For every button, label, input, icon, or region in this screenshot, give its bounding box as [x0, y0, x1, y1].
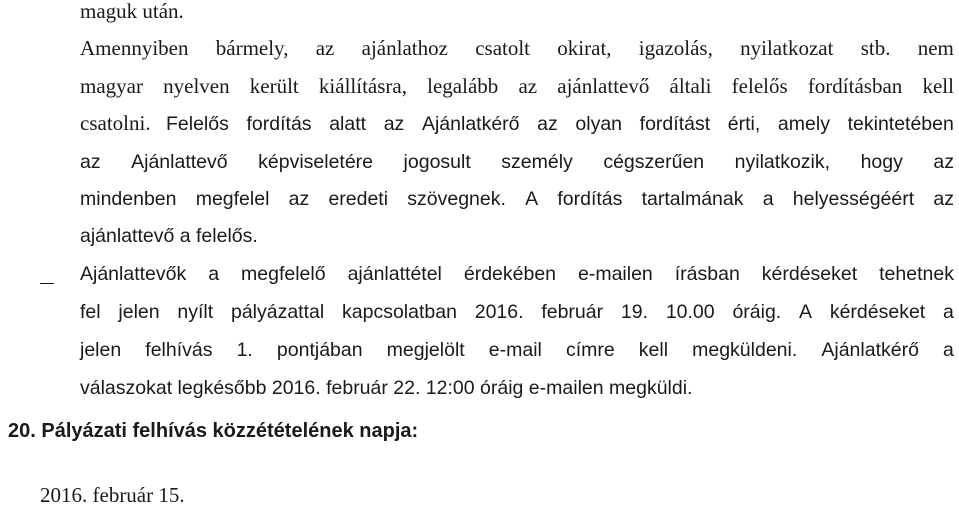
word: mindenben: [80, 188, 177, 210]
word: a: [943, 301, 954, 323]
text-line-5: [80, 153, 954, 173]
word: érdekében: [463, 263, 557, 285]
word: amely: [777, 113, 830, 135]
word: eredeti: [328, 188, 389, 210]
word: Ajánlatkérő: [421, 113, 520, 135]
word: a: [208, 263, 220, 285]
word: Amennyiben: [80, 36, 189, 60]
word: megfelelő: [241, 263, 326, 285]
word: címre: [565, 339, 615, 361]
word: cégszerűen: [603, 151, 705, 173]
word: ajánlathoz: [361, 36, 448, 60]
word: a: [943, 339, 954, 361]
text-line-3: [80, 76, 954, 97]
dash-bullet: [40, 283, 54, 284]
word: alatt: [329, 113, 367, 135]
text-line-4-rest: [166, 115, 954, 135]
word: igazolás,: [638, 36, 713, 60]
word: az: [383, 113, 405, 135]
word: nyilatkozik,: [734, 151, 831, 173]
word: Ajánlatkérő: [821, 339, 919, 361]
word: általi: [669, 74, 712, 98]
word: Ajánlattevő: [131, 151, 228, 173]
text-line-6: [80, 190, 954, 210]
word: jelen: [80, 339, 122, 361]
word: megfelel: [195, 188, 270, 210]
word: olyan: [575, 113, 623, 135]
text-line-10: [80, 341, 954, 361]
word: ajánlattétel: [347, 263, 442, 285]
word: A: [799, 301, 813, 323]
word: ajánlattevő: [557, 74, 650, 98]
word: nem: [917, 36, 954, 60]
section-heading: 20. Pályázati felhívás közzétételének napja:: [8, 420, 419, 442]
word: az: [288, 188, 310, 210]
word: felelős: [731, 74, 788, 98]
word: nyelven: [163, 74, 230, 98]
text-line-2: [80, 38, 954, 59]
word: fordítást: [639, 113, 711, 135]
word: 1.: [236, 339, 253, 361]
word: pontjában: [276, 339, 363, 361]
word: kérdéseket: [829, 301, 926, 323]
word: kapcsolatban: [342, 301, 457, 323]
text-line-8: [80, 265, 954, 285]
word: tartalmának: [641, 188, 744, 210]
word: megjelölt: [386, 339, 465, 361]
text-line-11: válaszokat legkésőbb 2016. február 22. 12:00 óráig e-mailen megküldi.: [80, 377, 693, 399]
word: szövegnek.: [407, 188, 506, 210]
text-line-4-start: csatolni.: [80, 111, 151, 135]
word: az: [933, 151, 954, 173]
word: nyílt: [177, 301, 214, 323]
word: bármely,: [215, 36, 289, 60]
word: az: [933, 188, 954, 210]
word: helyességéért: [792, 188, 915, 210]
word: fordítás: [246, 113, 312, 135]
text-line-1: maguk után.: [80, 0, 184, 23]
word: február: [541, 301, 604, 323]
word: fordítás: [557, 188, 623, 210]
word: Ajánlattevők: [80, 263, 187, 285]
word: az: [537, 113, 558, 135]
word: került: [249, 74, 299, 98]
word: 19.: [620, 301, 649, 323]
word: A: [525, 188, 539, 210]
word: a: [762, 188, 774, 210]
word: 2016.: [474, 301, 524, 323]
word: magyar: [80, 74, 143, 98]
word: megküldeni.: [692, 339, 798, 361]
word: stb.: [860, 36, 891, 60]
word: személy: [501, 151, 573, 173]
word: nyilatkozat: [740, 36, 834, 60]
text-line-9: [80, 303, 954, 323]
word: kell: [638, 339, 669, 361]
word: 10.00: [665, 301, 715, 323]
word: képviseletére: [258, 151, 374, 173]
word: csatolt: [475, 36, 531, 60]
word: legalább: [427, 74, 499, 98]
word: fel: [80, 301, 101, 323]
word: jelen: [118, 301, 160, 323]
word: e-mailen: [578, 263, 653, 285]
word: az: [315, 36, 335, 60]
word: Felelős: [166, 113, 229, 135]
word: írásban: [674, 263, 740, 285]
text-line-7: ajánlattevő a felelős.: [80, 225, 258, 247]
word: kell: [922, 74, 954, 98]
word: kiállításra,: [318, 74, 407, 98]
word: óráig.: [732, 301, 782, 323]
word: az: [80, 151, 101, 173]
word: tekintetében: [847, 113, 954, 135]
word: tehetnek: [879, 263, 954, 285]
word: okirat,: [557, 36, 612, 60]
word: hogy: [860, 151, 903, 173]
word: kérdéseket: [761, 263, 858, 285]
word: jogosult: [403, 151, 471, 173]
word: pályázattal: [230, 301, 325, 323]
word: felhívás: [145, 339, 213, 361]
word: e-mail: [488, 339, 542, 361]
word: fordításban: [807, 74, 903, 98]
word: érti,: [727, 113, 761, 135]
word: az: [518, 74, 538, 98]
publication-date: 2016. február 15.: [40, 483, 185, 507]
